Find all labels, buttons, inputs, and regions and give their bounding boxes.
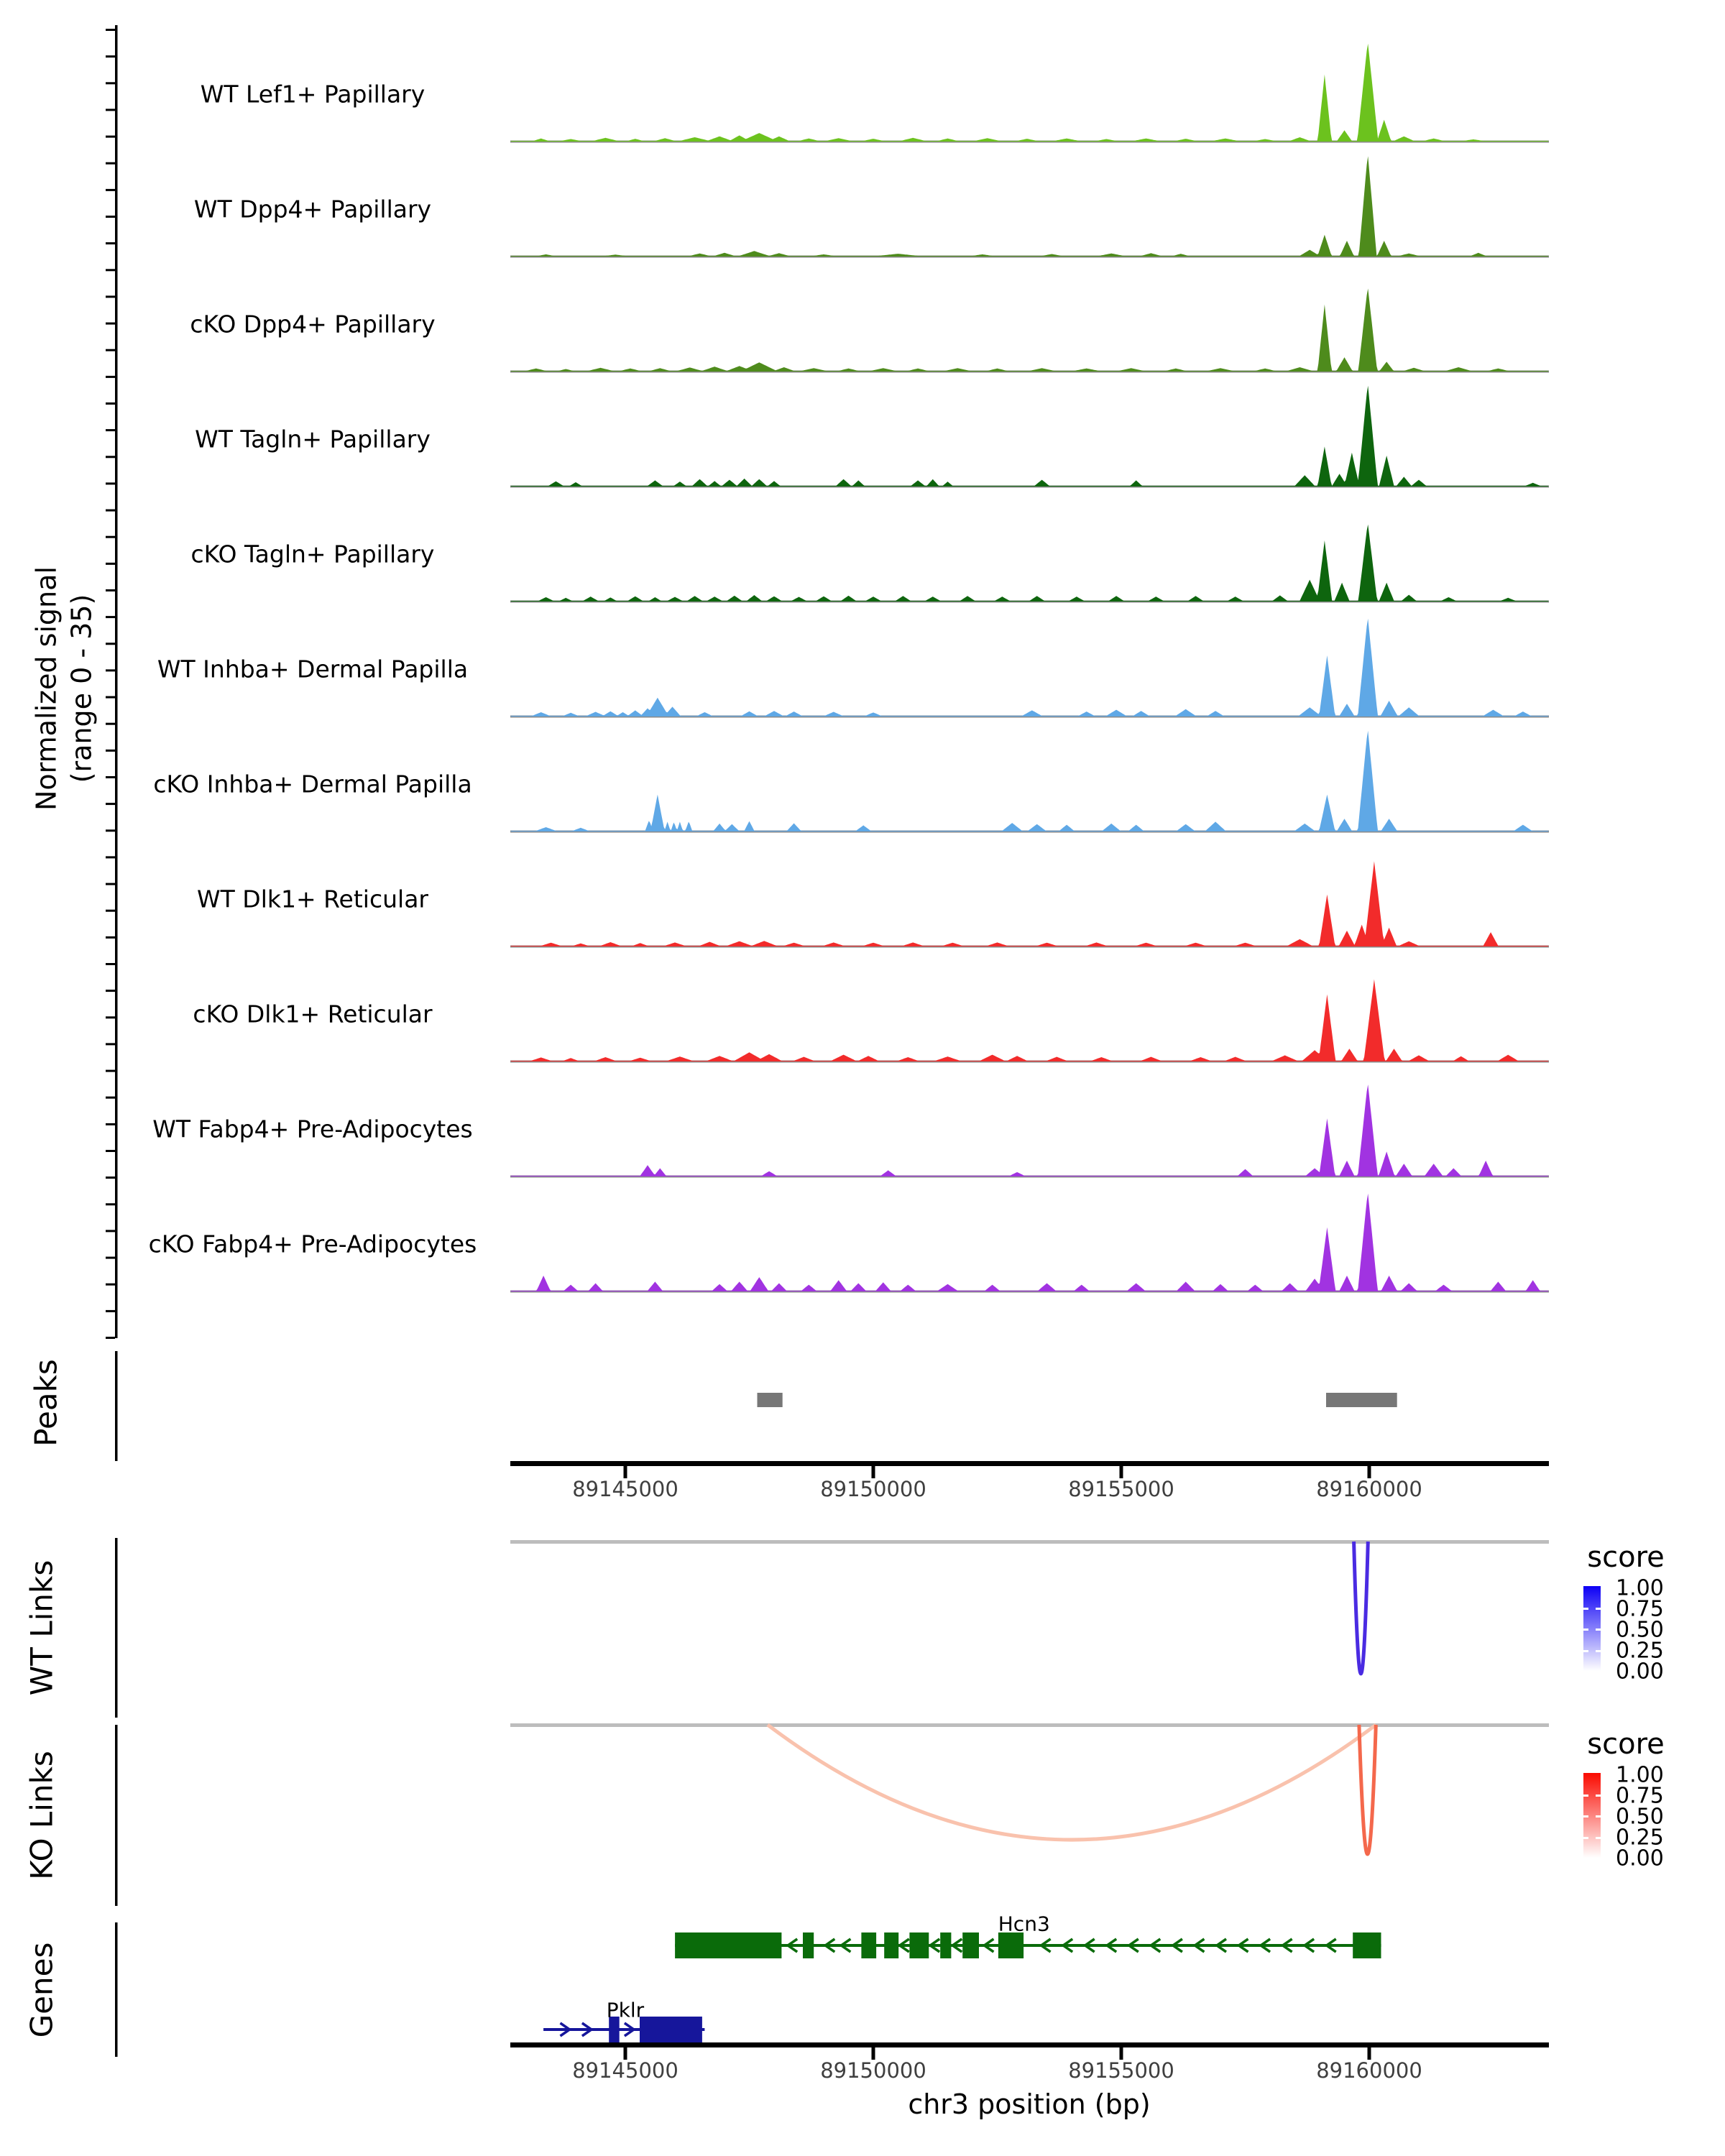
y-axis-label-line1: Normalized signal	[30, 566, 63, 811]
link-arc	[1354, 1542, 1368, 1674]
y-axis-label-line2: (range 0 - 35)	[66, 594, 98, 783]
legend-tick-label: 0.75	[1616, 1783, 1664, 1809]
axis1-tick-label: 89150000	[820, 1477, 926, 1501]
track-label-1: WT Dpp4+ Papillary	[193, 195, 432, 224]
exon-Hcn3	[675, 1932, 781, 1958]
track-label-4: cKO Tagln+ Papillary	[190, 540, 435, 568]
wt-legend-gradient-bar	[1583, 1586, 1601, 1671]
signal-track-9	[510, 1084, 1549, 1176]
wt-legend-title: score	[1587, 1541, 1665, 1574]
signal-track-3	[510, 386, 1549, 487]
peak-interval	[1326, 1393, 1397, 1407]
legend-tick-label: 0.50	[1616, 1804, 1664, 1830]
legend-tick-label: 0.50	[1616, 1617, 1664, 1643]
link-arc	[1359, 1725, 1376, 1854]
ko-links-section-label: KO Links	[24, 1751, 60, 1880]
signal-track-0	[510, 44, 1549, 142]
track-label-0: WT Lef1+ Papillary	[200, 80, 426, 109]
genes-section-label: Genes	[24, 1942, 60, 2038]
axis1-tick-label: 89145000	[572, 1477, 678, 1501]
peaks-section-label: Peaks	[28, 1359, 64, 1447]
legend-tick-label: 0.25	[1616, 1825, 1664, 1851]
peak-interval	[758, 1393, 783, 1407]
track-label-7: WT Dlk1+ Reticular	[197, 885, 428, 913]
exon-Pklr	[640, 2017, 702, 2042]
exon-Hcn3	[940, 1932, 951, 1958]
signal-track-6	[510, 731, 1549, 831]
wt-links-section-label: WT Links	[24, 1560, 60, 1696]
gene-name-Hcn3: Hcn3	[998, 1912, 1050, 1936]
axis2-tick-label: 89145000	[572, 2058, 678, 2083]
axis2-tick-label: 89155000	[1068, 2058, 1174, 2083]
axis1-tick-label: 89160000	[1316, 1477, 1422, 1501]
signal-track-10	[510, 1194, 1549, 1291]
exon-Hcn3	[861, 1932, 876, 1958]
exon-Hcn3	[803, 1932, 814, 1958]
legend-tick-label: 0.25	[1616, 1638, 1664, 1664]
ko-legend-gradient-bar	[1583, 1773, 1601, 1858]
ko-legend-title: score	[1587, 1728, 1665, 1761]
axis1-tick-label: 89155000	[1068, 1477, 1174, 1501]
exon-Hcn3	[998, 1932, 1024, 1958]
signal-track-4	[510, 525, 1549, 602]
track-label-2: cKO Dpp4+ Papillary	[190, 310, 436, 338]
axis2-tick-label: 89160000	[1316, 2058, 1422, 2083]
track-label-8: cKO Dlk1+ Reticular	[193, 1000, 433, 1028]
track-label-9: WT Fabp4+ Pre-Adipocytes	[152, 1115, 473, 1143]
track-label-10: cKO Fabp4+ Pre-Adipocytes	[148, 1230, 477, 1258]
legend-tick-label: 1.00	[1616, 1575, 1664, 1601]
signal-track-2	[510, 289, 1549, 372]
legend-tick-label: 0.75	[1616, 1596, 1664, 1622]
track-label-6: cKO Inhba+ Dermal Papilla	[153, 770, 472, 798]
legend-tick-label: 0.00	[1616, 1846, 1664, 1871]
link-arc	[768, 1725, 1376, 1840]
x-axis-title: chr3 position (bp)	[908, 2088, 1151, 2120]
exon-Hcn3	[884, 1932, 898, 1958]
y-axis-label	[29, 566, 101, 811]
signal-track-8	[510, 980, 1549, 1061]
exon-Hcn3	[962, 1932, 979, 1958]
signal-track-7	[510, 861, 1549, 946]
exon-Hcn3	[1353, 1932, 1381, 1958]
signal-track-1	[510, 156, 1549, 257]
gene-name-Pklr: Pklr	[606, 1998, 645, 2022]
legend-tick-label: 0.00	[1616, 1659, 1664, 1685]
legend-tick-label: 1.00	[1616, 1762, 1664, 1788]
signal-track-5	[510, 619, 1549, 717]
track-label-3: WT Tagln+ Papillary	[195, 425, 431, 453]
exon-Hcn3	[909, 1932, 929, 1958]
track-label-5: WT Inhba+ Dermal Papilla	[157, 655, 469, 683]
axis2-tick-label: 89150000	[820, 2058, 926, 2083]
